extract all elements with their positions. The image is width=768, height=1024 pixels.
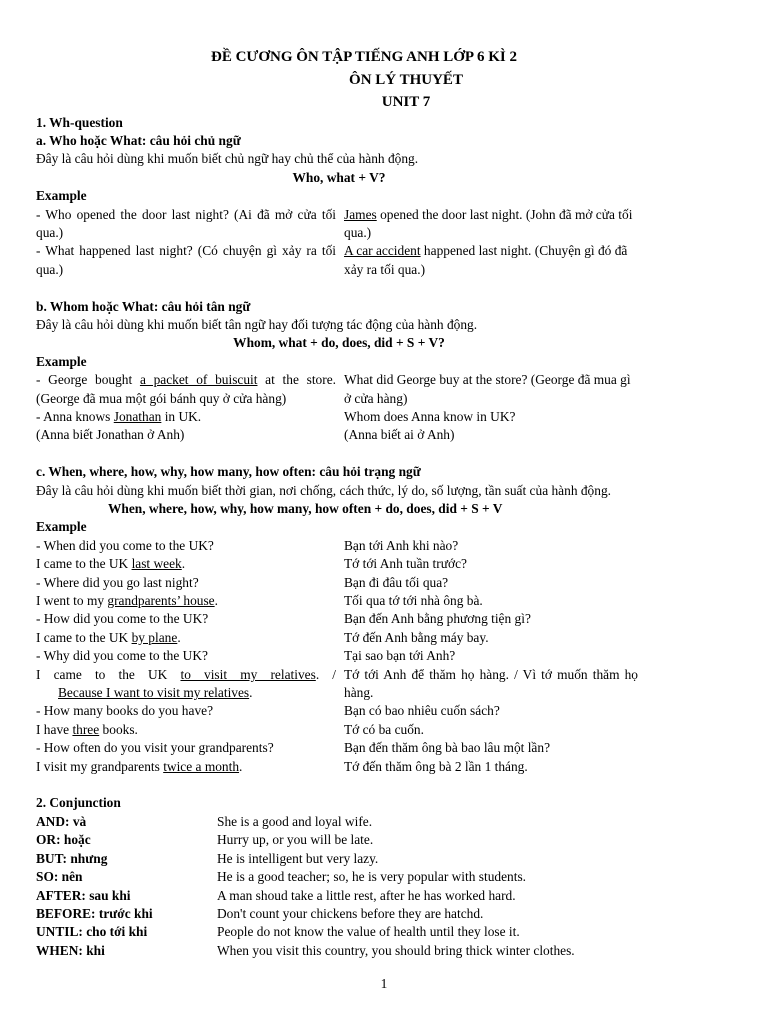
conjunction-example: Don't count your chickens before they are hatchd. — [217, 905, 484, 921]
title-sub: ÔN LÝ THUYẾT — [349, 71, 463, 88]
example-answer-row — [36, 721, 642, 739]
underlined-adverbial: grandparents’ house — [107, 593, 215, 609]
example-question: - When did you come to the UK? — [36, 537, 214, 553]
section-1b-example-row — [36, 408, 642, 445]
title-main: ĐỀ CƯƠNG ÔN TẬP TIẾNG ANH LỚP 6 KÌ 2 — [210, 49, 518, 65]
example-question: - Why did you come to the UK? — [36, 648, 208, 664]
conjunction-term: AND: và — [36, 813, 87, 829]
answer-text: I went to my — [36, 593, 108, 609]
section-1b-example-label: Example — [36, 353, 87, 369]
example-answer — [36, 666, 336, 703]
example-question-row — [36, 574, 642, 592]
answer-text: I came to the UK — [36, 629, 132, 645]
underlined-adverbial: Because I want to visit my relatives — [58, 685, 250, 701]
answer-text: I came to the UK — [36, 666, 181, 682]
example-question-text: Whom does Anna know in UK? — [344, 408, 516, 424]
answer-text: . — [214, 593, 218, 609]
section-1b-description: Đây là câu hỏi dùng khi muốn biết tân ngữ hay đối tượng tác động của hành động. — [36, 316, 478, 332]
example-question: - How often do you visit your grandparents? — [36, 740, 274, 756]
example-question-row — [36, 537, 642, 555]
conjunction-list — [36, 813, 642, 960]
conjunction-item — [36, 868, 642, 886]
title-block — [36, 46, 642, 114]
conjunction-term: SO: nên — [36, 869, 83, 885]
answer-text: I visit my grandparents — [36, 758, 164, 774]
underlined-subject: James — [344, 206, 377, 222]
example-question-translation: Bạn đi đâu tối qua? — [344, 574, 449, 590]
example-text: - Anna knows — [36, 408, 114, 424]
document-page — [36, 46, 642, 960]
conjunction-item — [36, 813, 642, 831]
section-1a-heading: a. Who hoặc What: câu hỏi chủ ngữ — [36, 132, 241, 148]
conjunction-example: He is a good teacher; so, he is very popular with students. — [217, 869, 527, 885]
example-text: at the store. (George đã mua một gói bánh quy ở cửa hàng) — [36, 372, 336, 406]
example-answer-row — [36, 758, 642, 776]
example-text: in UK. — [161, 408, 202, 424]
answer-text: . / — [315, 666, 337, 682]
example-answer-translation: Tớ có ba cuốn. — [344, 721, 424, 737]
conjunction-term: OR: hoặc — [36, 832, 91, 848]
conjunction-example: When you visit this country, you should bring thick winter clothes. — [217, 942, 575, 958]
section-1c-example-label: Example — [36, 519, 87, 535]
section-1a-example-label: Example — [36, 188, 87, 204]
conjunction-example: A man shoud take a little rest, after he has worked hard. — [217, 887, 516, 903]
underlined-adverbial: twice a month — [163, 758, 240, 774]
underlined-subject: A car accident — [344, 243, 421, 259]
section-1a-description: Đây là câu hỏi dùng khi muốn biết chủ ngữ hay chủ thể của hành động. — [36, 151, 419, 167]
example-answer-row — [36, 629, 642, 647]
conjunction-term: BEFORE: trước khi — [36, 905, 153, 921]
example-answer-row — [36, 666, 642, 703]
example-answer — [344, 242, 638, 279]
conjunction-term: AFTER: sau khi — [36, 887, 131, 903]
underlined-adverbial: by plane — [131, 629, 178, 645]
section-1b-formula: Whom, what + do, does, did + S + V? — [233, 335, 445, 351]
conjunction-term: WHEN: khi — [36, 942, 105, 958]
underlined-object: a packet of buiscuit — [139, 372, 258, 388]
conjunction-term: BUT: nhưng — [36, 850, 108, 866]
answer-text: . — [177, 629, 181, 645]
example-question-row — [36, 739, 642, 757]
section-1c-examples — [36, 537, 642, 776]
example-answer-translation: Tớ tới Anh tuần trước? — [344, 556, 467, 572]
example-statement — [36, 408, 336, 445]
example-answer — [36, 758, 336, 776]
section-1a-example-row — [36, 242, 642, 279]
example-answer-translation: Tớ đến Anh bằng máy bay. — [344, 629, 489, 645]
example-question: What did George buy at the store? (George đã mua gì ở cửa hàng) — [344, 372, 631, 406]
example-question: - Who opened the door last night? (Ai đã mở cửa tối qua.) — [36, 206, 336, 240]
conjunction-example: People do not know the value of health until they lose it. — [217, 924, 520, 940]
conjunction-item — [36, 905, 642, 923]
example-answer-translation: Tớ tới Anh để thăm họ hàng. / Vì tớ muốn thăm họ hàng. — [344, 666, 638, 701]
section-1b-heading: b. Whom hoặc What: câu hỏi tân ngữ — [36, 298, 251, 314]
conjunction-item — [36, 887, 642, 905]
conjunction-item — [36, 831, 642, 849]
example-statement — [36, 371, 336, 408]
example-answer-text: happened last night. (Chuyện gì đó đã xảy ra tối qua.) — [344, 243, 628, 277]
section-1a-formula: Who, what + V? — [292, 169, 386, 185]
underlined-object: Jonathan — [113, 408, 162, 424]
answer-text: I have — [36, 721, 73, 737]
underlined-adverbial: to visit my relatives — [180, 666, 316, 682]
answer-text: . — [181, 556, 186, 572]
example-question-translation: Bạn tới Anh khi nào? — [344, 537, 459, 553]
example-answer — [36, 629, 336, 647]
example-question: - What happened last night? (Có chuyện gì xảy ra tối qua.) — [36, 243, 336, 277]
example-question: - How did you come to the UK? — [36, 611, 209, 627]
conjunction-item — [36, 923, 642, 941]
example-translation: (Anna biết Jonathan ở Anh) — [36, 427, 185, 443]
conjunction-example: She is a good and loyal wife. — [217, 813, 373, 829]
example-question-translation: Tại sao bạn tới Anh? — [344, 648, 456, 664]
example-answer — [36, 592, 336, 610]
conjunction-example: Hurry up, or you will be late. — [217, 832, 374, 848]
conjunction-item — [36, 850, 642, 868]
example-question-row — [36, 610, 642, 628]
section-1b-example-row — [36, 371, 642, 408]
example-question-row — [36, 647, 642, 665]
example-answer-translation: Tối qua tớ tới nhà ông bà. — [344, 593, 483, 609]
example-question-translation: Bạn đến Anh bằng phương tiện gì? — [344, 611, 531, 627]
example-answer — [36, 555, 336, 573]
example-question: - Where did you go last night? — [36, 574, 199, 590]
answer-text: . — [249, 685, 253, 701]
section-1a-example-row — [36, 206, 642, 243]
answer-text: books. — [99, 721, 138, 737]
example-answer-row — [36, 592, 642, 610]
example-answer-translation: Tớ đến thăm ông bà 2 lần 1 tháng. — [344, 758, 528, 774]
underlined-adverbial: three — [72, 721, 100, 737]
answer-text: I came to the UK — [36, 556, 132, 572]
section-1-heading: 1. Wh-question — [36, 114, 123, 130]
section-1c-heading: c. When, where, how, why, how many, how often: câu hỏi trạng ngữ — [36, 464, 421, 480]
title-unit: UNIT 7 — [381, 94, 431, 110]
section-2-heading: 2. Conjunction — [36, 795, 121, 811]
conjunction-item — [36, 942, 642, 960]
example-question-translation: Bạn có bao nhiêu cuốn sách? — [344, 703, 500, 719]
example-answer — [344, 206, 638, 243]
example-question-translation: Bạn đến thăm ông bà bao lâu một lần? — [344, 740, 551, 756]
conjunction-example: He is intelligent but very lazy. — [217, 850, 379, 866]
example-answer-text: opened the door last night. (John đã mở cửa tối qua.) — [344, 206, 633, 240]
example-question — [344, 408, 638, 445]
section-1c-description: Đây là câu hỏi dùng khi muốn biết thời gian, nơi chống, cách thức, lý do, số lượng, tần suất của hành động. — [36, 482, 611, 498]
page-number: 1 — [380, 976, 388, 991]
answer-text: . — [239, 758, 243, 774]
section-1c-formula: When, where, how, why, how many, how often + do, does, did + S + V — [108, 501, 503, 516]
example-answer-row — [36, 555, 642, 573]
example-answer — [36, 721, 336, 739]
underlined-adverbial: last week — [131, 556, 182, 572]
example-text: - George bought — [36, 372, 140, 388]
example-question: - How many books do you have? — [36, 703, 214, 719]
example-question-row — [36, 702, 642, 720]
example-translation: (Anna biết ai ở Anh) — [344, 427, 455, 443]
conjunction-term: UNTIL: cho tới khi — [36, 924, 148, 940]
